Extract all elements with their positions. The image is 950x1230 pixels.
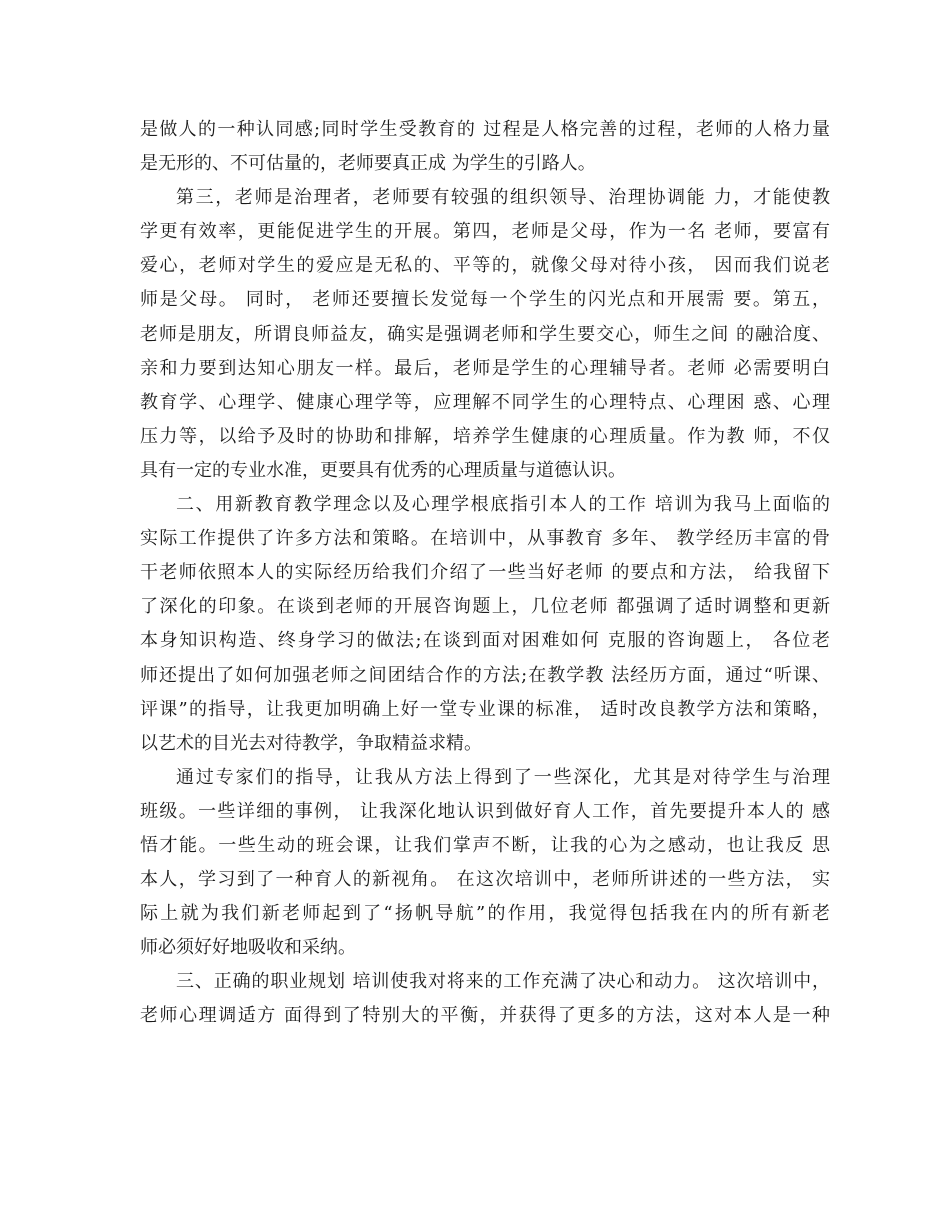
text-line: 教育学、心理学、健康心理学等，应理解不同学生的心理特点、心理困 惑、心理 bbox=[140, 391, 830, 413]
text-line: 际上就为我们新老师起到了“扬帆导航”的作用，我觉得包括我在内的所有新老 bbox=[140, 903, 830, 925]
text-line: 师还提出了如何加强老师之间团结合作的方法;在教学教 法经历方面，通过“听课、 bbox=[140, 664, 830, 686]
text-line: 评课”的指导，让我更加明确上好一堂专业课的标准， 适时改良教学方法和策略， bbox=[140, 698, 830, 720]
text-line: 压力等，以给予及时的协助和排解，培养学生健康的心理质量。作为教 师，不仅 bbox=[140, 425, 830, 447]
text-line: 师必须好好地吸收和采纳。 bbox=[140, 937, 356, 959]
text-line: 三、正确的职业规划 培训使我对将来的工作充满了决心和动力。 这次培训中， bbox=[176, 971, 830, 993]
text-line: 本身知识构造、终身学习的做法;在谈到面对困难如何 克服的咨询题上， 各位老 bbox=[140, 630, 830, 652]
text-line: 干老师依照本人的实际经历给我们介绍了一些当好老师 的要点和方法， 给我留下 bbox=[140, 562, 830, 584]
text-line: 具有一定的专业水准，更要具有优秀的心理质量与道德认识。 bbox=[140, 459, 626, 481]
text-line: 师是父母。 同时， 老师还要擅长发觉每一个学生的闪光点和开展需 要。第五， bbox=[140, 289, 830, 311]
text-line: 班级。一些详细的事例， 让我深化地认识到做好育人工作，首先要提升本人的 感 bbox=[140, 800, 830, 822]
text-line: 实际工作提供了许多方法和策略。在培训中，从事教育 多年、 教学经历丰富的骨 bbox=[140, 528, 830, 550]
text-line: 二、用新教育教学理念以及心理学根底指引本人的工作 培训为我马上面临的 bbox=[176, 494, 830, 516]
text-line: 本人，学习到了一种育人的新视角。 在这次培训中，老师所讲述的一些方法， 实 bbox=[140, 869, 830, 891]
document-body bbox=[140, 113, 830, 1034]
text-line: 第三，老师是治理者，老师要有较强的组织领导、治理协调能 力，才能使教 bbox=[176, 187, 830, 209]
text-line: 老师是朋友，所谓良师益友，确实是强调老师和学生要交心，师生之间 的融洽度、 bbox=[140, 323, 830, 345]
text-line: 亲和力要到达知心朋友一样。最后，老师是学生的心理辅导者。老师 必需要明白 bbox=[140, 357, 830, 379]
text-line: 通过专家们的指导，让我从方法上得到了一些深化，尤其是对待学生与治理 bbox=[176, 766, 830, 788]
text-line: 以艺术的目光去对待教学，争取精益求精。 bbox=[140, 732, 482, 754]
text-line: 学更有效率，更能促进学生的开展。第四，老师是父母，作为一名 老师，要富有 bbox=[140, 221, 830, 243]
text-line: 爱心，老师对学生的爱应是无私的、平等的，就像父母对待小孩， 因而我们说老 bbox=[140, 255, 830, 277]
text-line: 了深化的印象。在谈到老师的开展咨询题上，几位老师 都强调了适时调整和更新 bbox=[140, 596, 830, 618]
text-line: 是做人的一种认同感;同时学生受教育的 过程是人格完善的过程，老师的人格力量 bbox=[140, 119, 830, 140]
text-line: 老师心理调适方 面得到了特别大的平衡，并获得了更多的方法，这对本人是一种 bbox=[140, 1005, 830, 1027]
text-line: 是无形的、不可估量的，老师要真正成 为学生的引路人。 bbox=[140, 153, 596, 175]
text-line: 悟才能。一些生动的班会课，让我们掌声不断，让我的心为之感动，也让我反 思 bbox=[140, 834, 830, 856]
